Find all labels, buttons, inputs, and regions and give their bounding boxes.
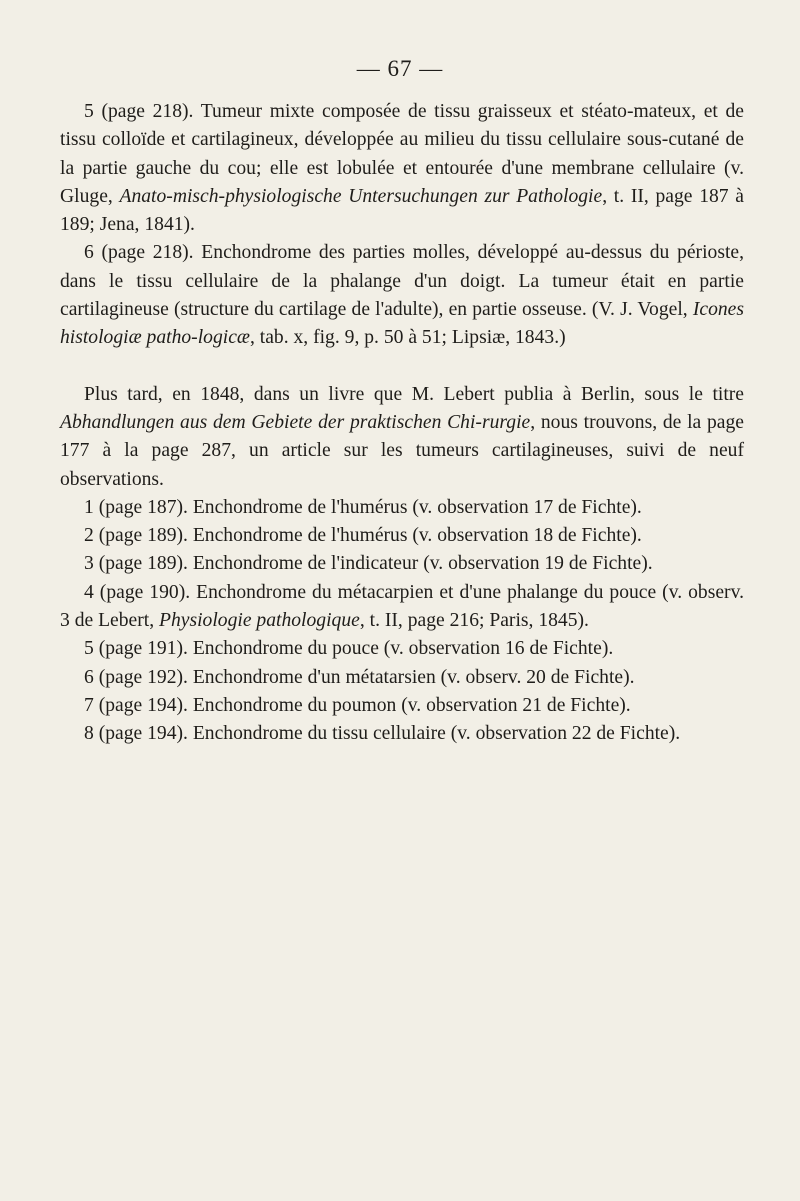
paragraph-lebert-intro: [60, 381, 744, 494]
text-run: 8 (page 194). Enchondrome du tissu cellulaire (v. observation 22 de Fichte).: [84, 723, 681, 745]
text-run: 5 (page 218). Tumeur mixte composée de tissu graisseux et stéato-mateux, et de tissu colloïde et cartilagineux, développée au milieu du tissu cellulaire sous-cutané de la partie gauche du cou; elle est lobulée et entourée d'une membrane cellulaire (v. Gluge,: [60, 101, 744, 207]
book-title: Physiologie pathologique: [159, 610, 360, 632]
paragraph-observation-5: [60, 635, 744, 663]
paragraph-observation-7: [60, 692, 744, 720]
body-text: [60, 98, 744, 749]
text-run: 5 (page 191). Enchondrome du pouce (v. observation 16 de Fichte).: [84, 638, 614, 660]
paragraph-observation-3: [60, 550, 744, 578]
text-run: , t. II, page 216; Paris, 1845).: [359, 610, 589, 632]
paragraph-obs-6: [60, 239, 744, 352]
text-run: 4 (page 190). Enchondrome du métacarpien et d'une phalange du pouce (v. observ. 3 de Lebert,: [60, 581, 744, 632]
page-number: — 67 —: [356, 56, 444, 81]
paragraph-observation-2: [60, 522, 744, 550]
paragraph-obs-5: [60, 98, 744, 239]
paragraph-observation-6: [60, 664, 744, 692]
paragraph-observation-8: [60, 720, 744, 748]
book-title: Abhandlungen aus dem Gebiete der praktischen Chi-rurgie: [60, 411, 531, 433]
text-run: , tab. x, fig. 9, p. 50 à 51; Lipsiæ, 1843.): [249, 327, 566, 349]
paragraph-observation-4: [60, 579, 744, 636]
text-run: Plus tard, en 1848, dans un livre que M. Lebert publia à Berlin, sous le titre: [84, 383, 744, 405]
text-run: , t. II, page 187 à 189; Jena, 1841).: [60, 185, 744, 236]
text-run: 7 (page 194). Enchondrome du poumon (v. observation 21 de Fichte).: [84, 694, 631, 716]
text-run: 6 (page 192). Enchondrome d'un métatarsien (v. observ. 20 de Fichte).: [84, 666, 635, 688]
text-run: , nous trouvons, de la page 177 à la page 287, un article sur les tumeurs cartilagineuses, suivi de neuf observations.: [60, 411, 744, 490]
text-run: 6 (page 218). Enchondrome des parties molles, développé au-dessus du périoste, dans le tissu cellulaire de la phalange d'un doigt. La tumeur était en partie cartilagineuse (structure du cartilage de l'adulte), en partie osseuse. (V. J. Vogel,: [60, 242, 744, 321]
book-title: Icones histologiæ patho-logicæ: [60, 299, 744, 349]
text-run: 2 (page 189). Enchondrome de l'humérus (v. observation 18 de Fichte).: [84, 525, 642, 547]
text-run: 3 (page 189). Enchondrome de l'indicateur (v. observation 19 de Fichte).: [84, 553, 653, 575]
text-run: 1 (page 187). Enchondrome de l'humérus (v. observation 17 de Fichte).: [84, 496, 642, 518]
book-title: Anato-misch-physiologische Untersuchungen zur Pathologie: [119, 185, 603, 207]
paragraph-observation-1: [60, 494, 744, 522]
